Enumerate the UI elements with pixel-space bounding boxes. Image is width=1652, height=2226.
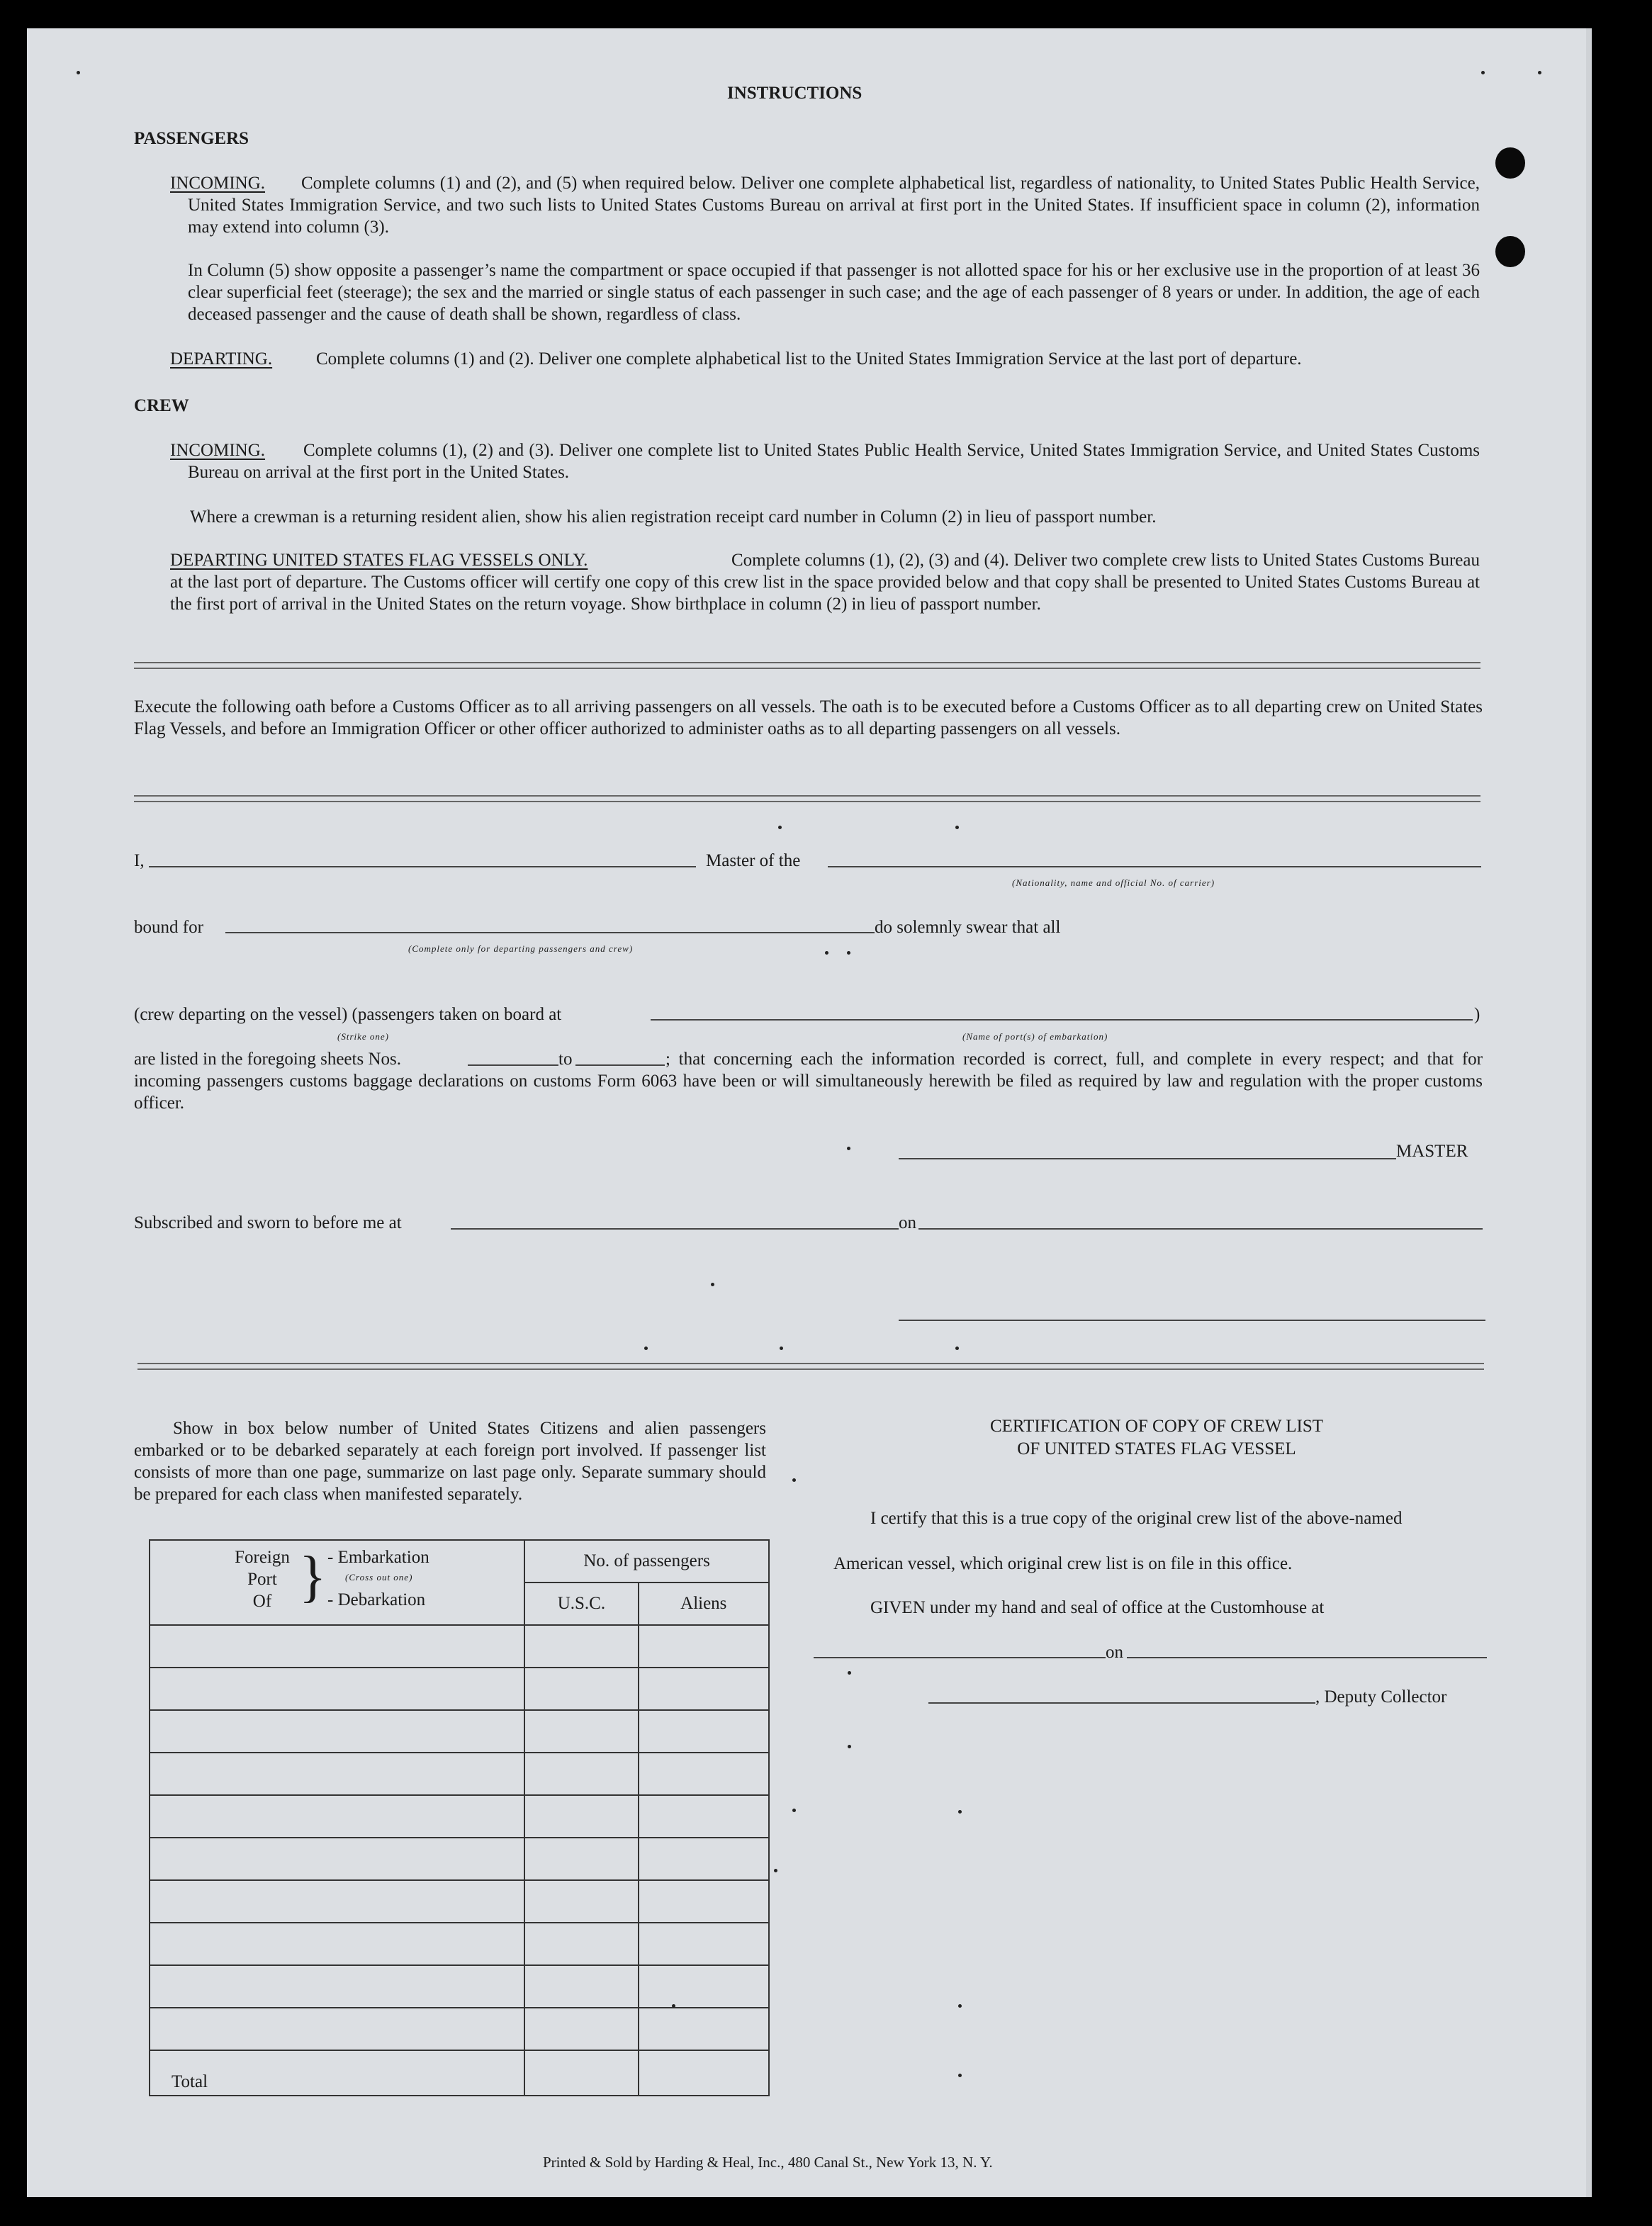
sworn-on-label: on	[899, 1213, 916, 1232]
table-row[interactable]	[150, 1668, 769, 1710]
total-row[interactable]	[150, 2050, 769, 2096]
passengers-incoming-text: Complete columns (1) and (2), and (5) when required below. Deliver one complete alphabetical list, regardless of nationality, to United States Public Health Service, United States Immigration Service, and two such lists to United States Customs Bureau on arrival at first port in the United States. If insufficient space in column (2), information may extend into column (3).	[188, 174, 1480, 237]
close-paren: )	[1474, 1005, 1480, 1024]
crew-departing-text: Complete columns (1), (2), (3) and (4). Deliver two complete crew lists to United States Customs Bureau at the last port of departure. The Customs officer will certify one copy of this crew list in the space provided below and that copy shall be presented to United States Customs Bureau at the first port of arrival in the United States on the return voyage. Show birthplace in column (2) in lieu of passport number.	[170, 551, 1480, 614]
to-label: to	[558, 1050, 573, 1069]
carrier-caption: (Nationality, name and official No. of carrier)	[1012, 877, 1215, 888]
passenger-summary-table	[149, 1539, 770, 2096]
speck	[847, 1147, 850, 1150]
crew-departing-label: DEPARTING UNITED STATES FLAG VESSELS ONLY.	[170, 551, 588, 570]
port-header-cell: Foreign Port Of } - Embarkation (Cross out one) - Debarkation	[150, 1540, 524, 1625]
crew-passengers-label: (crew departing on the vessel) (passengers taken on board at	[134, 1005, 562, 1024]
page-edge	[1586, 28, 1592, 2197]
speck	[1538, 71, 1541, 74]
table-row[interactable]	[150, 2008, 769, 2050]
column5-text: In Column (5) show opposite a passenger’s name the compartment or space occupied if that passenger is not allotted space for his or her exclusive use in the proportion of at least 36 clear superficial feet (steerage); the sex and the married or single status of each passenger in such case; and the age of each passenger of 8 years or under. In addition, the age of each deceased passenger and the cause of death shall be shown, regardless of class.	[188, 261, 1480, 324]
officer-signature-field[interactable]	[899, 1320, 1485, 1321]
certify-line-1: I certify that this is a true copy of the original crew list of the above-named	[870, 1509, 1403, 1528]
divider-top	[134, 662, 1480, 669]
speck	[847, 951, 850, 955]
sworn-date-field[interactable]	[918, 1228, 1483, 1230]
subscribed-label: Subscribed and sworn to before me at	[134, 1213, 402, 1232]
speck	[778, 826, 782, 829]
speck	[825, 951, 828, 955]
speck	[848, 1745, 851, 1748]
bound-for-field[interactable]	[225, 932, 875, 933]
punch-hole-top	[1495, 147, 1525, 179]
cert-date-field[interactable]	[1127, 1657, 1487, 1658]
speck	[955, 826, 959, 829]
passengers-departing-text: Complete columns (1) and (2). Deliver one complete alphabetical list to the United States Immigration Service at the last port of departure.	[316, 349, 1302, 369]
port-label: Port	[247, 1570, 277, 1589]
table-row[interactable]	[150, 1710, 769, 1753]
oath-intro: Execute the following oath before a Customs Officer as to all arriving passengers on all vessels. The oath is to be executed before a Customs Officer as to all departing crew on United States Flag Vessels, and before an Immigration Officer or other officer authorized to administer oaths as to all departing passengers on all vessels.	[134, 697, 1483, 738]
speck	[780, 1347, 783, 1350]
ports-field[interactable]	[651, 1019, 1473, 1021]
speck	[955, 1347, 959, 1350]
speck	[77, 71, 80, 74]
certification-title-2: OF UNITED STATES FLAG VESSEL	[1017, 1439, 1296, 1458]
swear-label: do solemnly swear that all	[875, 918, 1061, 937]
master-name-field[interactable]	[149, 866, 696, 867]
speck	[672, 2004, 675, 2008]
debarkation-label: - Debarkation	[327, 1590, 426, 1609]
speck	[644, 1347, 648, 1350]
customhouse-field[interactable]	[814, 1657, 1106, 1658]
table-row[interactable]	[150, 1795, 769, 1838]
master-signature-field[interactable]	[899, 1158, 1396, 1159]
master-of-label: Master of the	[706, 851, 801, 870]
speck	[958, 2074, 962, 2077]
table-row[interactable]	[150, 1965, 769, 2008]
listed-rest: ; that concerning each the information recorded is correct, full, and complete in every respect; and that for incoming passengers customs baggage declarations on customs Form 6063 have been or will simultaneously herewith be filed as required by law and regulation with the proper customs officer.	[134, 1050, 1483, 1113]
certify-line-2: American vessel, which original crew list is on file in this office.	[833, 1554, 1293, 1573]
table-row[interactable]	[150, 1625, 769, 1668]
speck	[711, 1283, 714, 1286]
table-row[interactable]	[150, 1880, 769, 1923]
crewman-text: Where a crewman is a returning resident alien, show his alien registration receipt card number in Column (2) in lieu of passport number.	[190, 507, 1157, 527]
of-label: Of	[252, 1592, 272, 1611]
crew-heading: CREW	[134, 396, 189, 415]
instructions-title: INSTRUCTIONS	[727, 84, 862, 103]
cert-on-label: on	[1106, 1643, 1123, 1662]
embarkation-label: - Embarkation	[327, 1548, 429, 1567]
foreign-label: Foreign	[235, 1548, 290, 1567]
divider-bottom	[137, 1363, 1484, 1370]
listed-label: are listed in the foregoing sheets Nos.	[134, 1050, 401, 1069]
speck	[774, 1869, 777, 1872]
crew-incoming-label: INCOMING.	[170, 441, 266, 460]
given-text: GIVEN under my hand and seal of office at the Customhouse at	[870, 1598, 1325, 1617]
speck	[792, 1478, 796, 1482]
i-label: I,	[134, 851, 145, 870]
no-of-passengers-header: No. of passengers	[524, 1540, 769, 1583]
bound-caption: (Complete only for departing passengers and crew)	[408, 943, 634, 954]
ports-caption: (Name of port(s) of embarkation)	[962, 1031, 1108, 1042]
sworn-place-field[interactable]	[451, 1228, 899, 1230]
punch-hole-bottom	[1495, 236, 1525, 267]
deputy-signature-field[interactable]	[928, 1702, 1315, 1704]
crew-incoming-text: Complete columns (1), (2) and (3). Deliver one complete list to United States Public Health Service, United States Immigration Service, and United States Customs Bureau on arrival at the first port in the United States.	[188, 441, 1480, 482]
speck	[848, 1671, 851, 1675]
cross-out-label: (Cross out one)	[345, 1572, 413, 1583]
usc-header: U.S.C.	[524, 1583, 638, 1625]
total-label: Total	[150, 2050, 524, 2096]
bound-for-label: bound for	[134, 918, 203, 937]
carrier-field[interactable]	[828, 866, 1481, 867]
speck	[1481, 71, 1485, 74]
passengers-heading: PASSENGERS	[134, 129, 249, 148]
table-row[interactable]	[150, 1838, 769, 1880]
printer-footer: Printed & Sold by Harding & Heal, Inc., 480 Canal St., New York 13, N. Y.	[543, 2154, 993, 2171]
speck	[958, 1810, 962, 1814]
table-row[interactable]	[150, 1753, 769, 1795]
passengers-incoming-label: INCOMING.	[170, 174, 266, 193]
certification-title-1: CERTIFICATION OF COPY OF CREW LIST	[989, 1417, 1324, 1436]
divider-oath	[134, 795, 1480, 802]
table-row[interactable]	[150, 1923, 769, 1965]
speck	[958, 2004, 962, 2008]
master-label: MASTER	[1396, 1142, 1468, 1161]
deputy-collector-label: , Deputy Collector	[1315, 1687, 1447, 1707]
speck	[792, 1809, 796, 1812]
summary-instructions: Show in box below number of United States Citizens and alien passengers embarked or to be debarked separately at each foreign port involved. If passenger list consists of more than one page, summarize on last page only. Separate summary should be prepared for each class when manifested separately.	[134, 1419, 766, 1504]
aliens-header: Aliens	[639, 1583, 769, 1625]
passengers-departing-label: DEPARTING.	[170, 349, 273, 369]
strike-caption: (Strike one)	[337, 1031, 390, 1042]
